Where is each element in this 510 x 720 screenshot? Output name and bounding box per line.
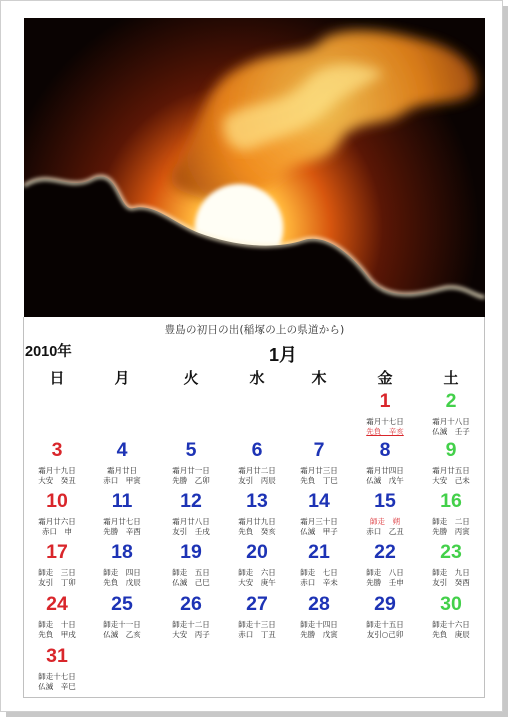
rokuyo-eto: 先勝 乙卯 — [172, 476, 210, 485]
rokuyo-eto: 仏滅 己巳 — [172, 578, 210, 587]
lunar-date: 師走十六日 — [432, 620, 470, 629]
rokuyo-eto: 大安 癸丑 — [38, 476, 76, 485]
weekday-label: 木 — [311, 369, 327, 387]
lunar-date: 霜月廿二日 — [238, 466, 276, 475]
day-cell — [91, 593, 153, 656]
year-label: 2010年 — [25, 344, 72, 360]
lunar-date: 霜月廿九日 — [238, 517, 276, 526]
lunar-date: 師走 九日 — [432, 568, 470, 577]
day-number: 13 — [246, 490, 268, 512]
day-number: 3 — [51, 439, 63, 461]
rokuyo-eto: 友引 丙辰 — [238, 476, 276, 485]
lunar-date: 師走十五日 — [366, 620, 404, 629]
rokuyo-eto: 大安 庚午 — [238, 578, 276, 587]
lunar-date: 師走 六日 — [238, 568, 276, 577]
day-number: 14 — [308, 490, 330, 512]
day-number: 21 — [308, 541, 330, 563]
day-number: 6 — [251, 439, 263, 461]
lunar-date: 霜月廿七日 — [103, 517, 141, 526]
weekday-label: 日 — [49, 369, 65, 387]
lunar-date: 師走 二日 — [432, 517, 470, 526]
rokuyo-eto: 友引 癸酉 — [432, 578, 470, 587]
day-number: 10 — [46, 490, 68, 512]
page-shadow-bottom — [6, 712, 508, 717]
lunar-date: 霜月廿八日 — [172, 517, 210, 526]
day-number: 15 — [374, 490, 396, 512]
day-number: 29 — [374, 593, 396, 615]
rokuyo-eto: 先勝 壬申 — [366, 578, 404, 587]
day-cell — [160, 593, 222, 656]
lunar-date: 霜月廿四日 — [366, 466, 404, 475]
lunar-date: 師走 四日 — [103, 568, 141, 577]
photo-caption: 豊島の初日の出(稲塚の上の県道から) — [164, 324, 345, 336]
weekday-label: 金 — [377, 369, 393, 387]
sunrise-photo-image — [24, 18, 485, 317]
day-number: 27 — [246, 593, 268, 615]
day-number: 5 — [185, 439, 197, 461]
rokuyo-eto: 仏滅 辛巳 — [38, 682, 76, 691]
rokuyo-eto: 先負 庚辰 — [432, 630, 470, 639]
rokuyo-eto: 先負 甲戌 — [38, 630, 76, 639]
day-cell — [288, 593, 350, 656]
lunar-date: 霜月廿五日 — [432, 466, 470, 475]
day-cell — [420, 593, 482, 656]
lunar-date: 師走 五日 — [172, 568, 210, 577]
rokuyo-eto: 先負 辛亥 — [366, 427, 404, 436]
rokuyo-eto: 先負 丁巳 — [300, 476, 338, 485]
rokuyo-eto: 仏滅 壬子 — [432, 427, 470, 436]
day-number: 20 — [246, 541, 268, 563]
lunar-date: 霜月廿三日 — [300, 466, 338, 475]
rokuyo-eto: 友引 壬戌 — [172, 527, 210, 536]
rokuyo-eto: 大安 己未 — [432, 476, 470, 485]
rokuyo-eto: 先勝 戊寅 — [300, 630, 338, 639]
lunar-date: 師走 八日 — [366, 568, 404, 577]
rokuyo-eto: 赤口 甲寅 — [103, 476, 141, 485]
rokuyo-eto: 赤口 辛未 — [300, 578, 338, 587]
day-number: 30 — [440, 593, 462, 615]
lunar-date: 師走十二日 — [172, 620, 210, 629]
rokuyo-eto: 赤口 丁丑 — [238, 630, 276, 639]
month-label: 1月 — [269, 345, 298, 365]
weekday-label: 水 — [249, 369, 265, 387]
rokuyo-eto: 先勝 辛酉 — [103, 527, 141, 536]
day-number: 11 — [111, 490, 133, 512]
day-number: 4 — [116, 439, 128, 461]
lunar-date: 師走 三日 — [38, 568, 76, 577]
lunar-date: 霜月十七日 — [366, 417, 404, 426]
rokuyo-eto: 仏滅 乙亥 — [103, 630, 141, 639]
page-shadow-right — [503, 6, 508, 716]
day-number: 7 — [313, 439, 325, 461]
day-number: 18 — [111, 541, 133, 563]
lunar-date: 霜月三十日 — [300, 517, 338, 526]
day-cell — [26, 645, 88, 708]
day-number: 9 — [445, 439, 457, 461]
day-cell — [354, 593, 416, 656]
lunar-date: 霜月廿一日 — [172, 466, 210, 475]
lunar-date: 師走十七日 — [38, 672, 76, 681]
lunar-date: 霜月廿六日 — [38, 517, 76, 526]
lunar-date: 師走 七日 — [300, 568, 338, 577]
sunrise-photo — [24, 18, 485, 317]
rokuyo-eto: 赤口 申 — [42, 527, 72, 536]
rokuyo-eto: 先勝 丙寅 — [432, 527, 470, 536]
day-number: 1 — [379, 390, 391, 412]
lunar-date: 師走 十日 — [38, 620, 76, 629]
weekday-label: 月 — [114, 369, 130, 387]
lunar-date: 霜月廿日 — [107, 466, 137, 475]
day-number: 12 — [180, 490, 202, 512]
day-cell — [226, 593, 288, 656]
lunar-date: 師走 朔 — [370, 517, 400, 526]
day-number: 22 — [374, 541, 396, 563]
rokuyo-eto: 友引○己卯 — [366, 630, 404, 639]
rokuyo-eto: 先負 戊辰 — [103, 578, 141, 587]
rokuyo-eto: 仏滅 戊午 — [366, 476, 404, 485]
rokuyo-eto: 先負 癸亥 — [238, 527, 276, 536]
weekday-label: 火 — [183, 369, 199, 387]
day-number: 8 — [379, 439, 391, 461]
day-number: 23 — [440, 541, 462, 563]
rokuyo-eto: 赤口 乙丑 — [366, 527, 404, 536]
lunar-date: 霜月十八日 — [432, 417, 470, 426]
rokuyo-eto: 友引 丁卯 — [38, 578, 76, 587]
day-number: 17 — [46, 541, 68, 563]
day-number: 24 — [46, 593, 68, 615]
day-number: 2 — [445, 390, 457, 412]
day-number: 25 — [111, 593, 133, 615]
lunar-date: 師走十三日 — [238, 620, 276, 629]
day-number: 16 — [440, 490, 462, 512]
lunar-date: 師走十一日 — [103, 620, 141, 629]
rokuyo-eto: 大安 丙子 — [172, 630, 210, 639]
day-number: 31 — [46, 645, 68, 667]
lunar-date: 師走十四日 — [300, 620, 338, 629]
rokuyo-eto: 仏滅 甲子 — [300, 527, 338, 536]
lunar-date: 霜月十九日 — [38, 466, 76, 475]
day-number: 19 — [180, 541, 202, 563]
weekday-label: 土 — [443, 369, 459, 387]
day-number: 26 — [180, 593, 202, 615]
day-number: 28 — [308, 593, 330, 615]
